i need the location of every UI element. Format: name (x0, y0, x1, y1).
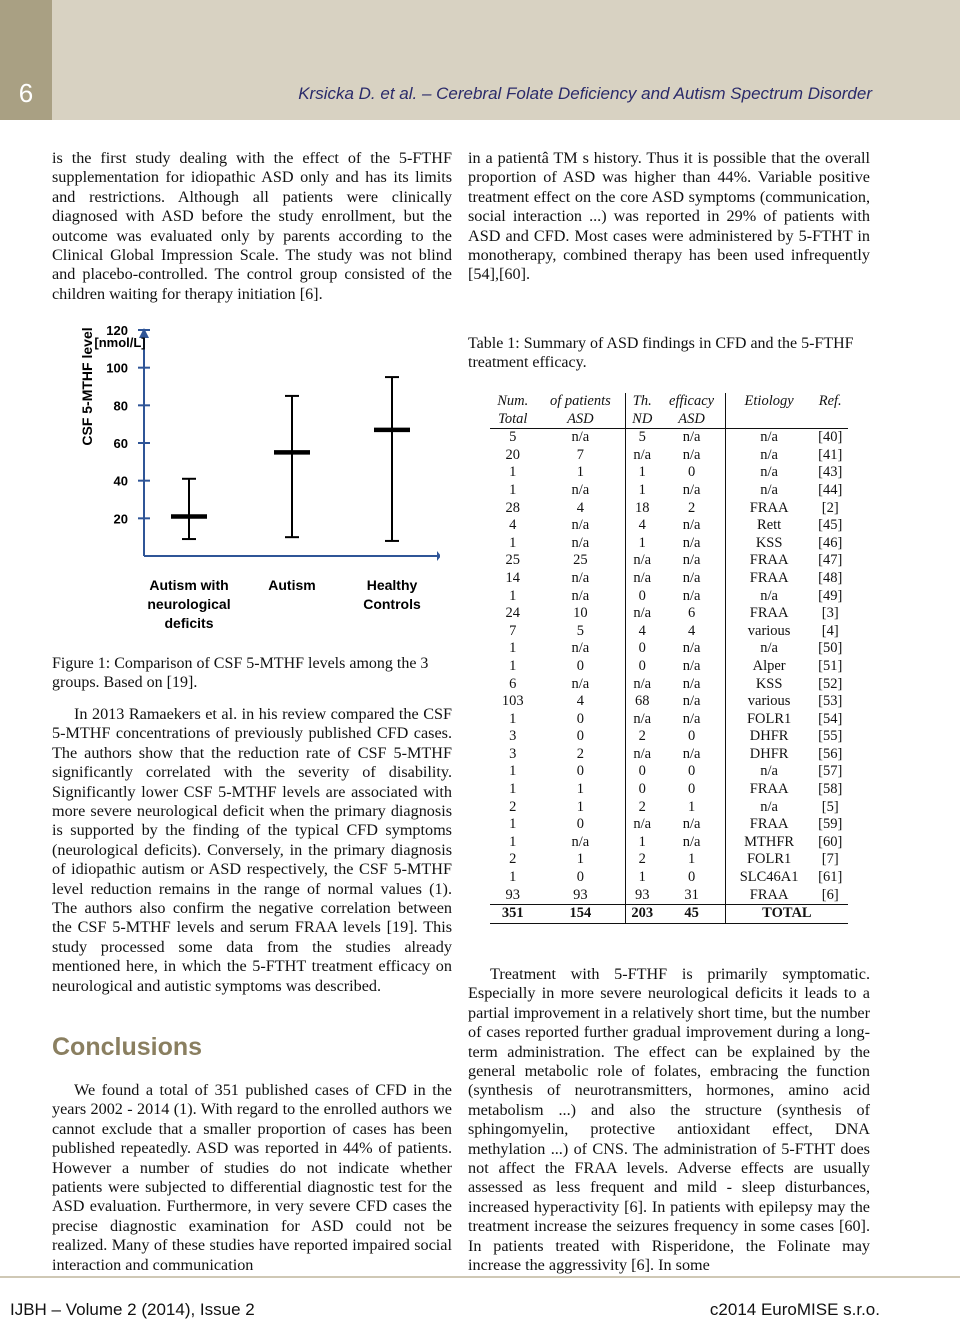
table-cell: 2 (687, 499, 696, 516)
table-cell: DHFR (725, 746, 812, 764)
table-cell: 0 (687, 869, 696, 886)
table-cell: 3 (509, 745, 517, 762)
left-intro-paragraph: is the first study dealing with the effect of the 5-FTHF supplementation for idiopathic ASD only and has its limits and restrictions. Although all patients were clinically diagnosed with ASD before the study enrollment, but the outcome was evaluated only by parents according to the Clinical Global Impression Scale. The study was not blind and placebo-controlled. The control group consisted of the children waiting for therapy initiation [6]. (52, 149, 452, 303)
table-cell: [57] (818, 763, 843, 780)
table-cell: n/a (682, 587, 701, 604)
table-cell: Etiology (725, 393, 812, 411)
table-cell: FRAA (725, 816, 812, 834)
table-row (490, 711, 848, 729)
table-cell: of patients (549, 393, 611, 409)
table-cell: 1 (626, 535, 659, 553)
page-number: 6 (18, 78, 34, 108)
table-cell: 103 (501, 693, 524, 710)
table-cell: n/a (682, 693, 701, 710)
table-cell: 0 (576, 710, 584, 727)
table-cell: 4 (626, 623, 659, 641)
table-cell: efficacy (669, 393, 715, 409)
table-row (490, 605, 848, 623)
category-label: deficits (164, 615, 214, 631)
table-cell: 20 (505, 446, 521, 463)
table-cell: 2 (576, 745, 584, 762)
table-cell: n/a (682, 640, 701, 657)
table-row (490, 535, 848, 553)
table-cell: KSS (725, 535, 812, 553)
table-cell: 4 (576, 693, 584, 710)
table-cell: 1 (509, 640, 517, 657)
table-cell: 1 (509, 781, 517, 798)
table-total-cell: 154 (536, 905, 626, 924)
table-cell: 1 (687, 851, 696, 868)
table-cell: [51] (818, 657, 843, 674)
table-row (490, 676, 848, 694)
table-cell: n/a (682, 552, 701, 569)
table-cell: FRAA (725, 552, 812, 570)
table-cell: 0 (576, 816, 584, 833)
table-cell: 1 (626, 464, 659, 482)
table-row (490, 799, 848, 817)
table-cell: FRAA (725, 887, 812, 905)
table-cell: 93 (505, 886, 521, 903)
table-row (490, 851, 848, 869)
table-row (490, 816, 848, 834)
table-cell: 0 (626, 640, 659, 658)
table-cell: n/a (571, 587, 590, 604)
table-cell: n/a (571, 517, 590, 534)
table-cell: n/a (571, 640, 590, 657)
table-cell: 4 (576, 499, 584, 516)
table-row (490, 588, 848, 606)
table-cell: n/a (682, 710, 701, 727)
table-cell: [53] (818, 693, 843, 710)
table-cell: 6 (509, 675, 517, 692)
table-cell: 0 (687, 728, 696, 745)
table-cell: [58] (818, 781, 843, 798)
table-cell: 1 (509, 587, 517, 604)
table-cell: [45] (818, 517, 843, 534)
table-cell: n/a (725, 763, 812, 781)
table-total-cell: 203 (626, 905, 659, 924)
table-cell: FRAA (725, 605, 812, 623)
table-row (490, 464, 848, 482)
table-cell: 6 (687, 605, 696, 622)
table-cell: FRAA (725, 781, 812, 799)
table-cell: n/a (682, 833, 701, 850)
table-cell: FOLR1 (725, 711, 812, 729)
table-cell: Th. (626, 393, 659, 411)
table-cell: SLC46A1 (725, 869, 812, 887)
table-cell: [55] (818, 728, 843, 745)
table-cell: n/a (725, 464, 812, 482)
table-cell: Rett (725, 517, 812, 535)
y-tick-label: 80 (113, 398, 128, 414)
table-cell: 2 (626, 728, 659, 746)
y-tick-label: 120 (106, 323, 128, 338)
footer-copyright: c2014 EuroMISE s.r.o. (709, 1300, 880, 1319)
table-cell: 1 (509, 869, 517, 886)
table-cell: various (725, 693, 812, 711)
category-label: Autism with (149, 577, 229, 593)
table-cell: [52] (818, 675, 843, 692)
table-cell: FRAA (725, 570, 812, 588)
table-cell: [49] (818, 587, 843, 604)
table-cell: [60] (818, 833, 843, 850)
page-header (0, 0, 960, 120)
right-intro-paragraph: in a patientâ TM s history. Thus it is possible that the overall proportion of ASD was higher than 44%. Variable positive treatment effect on the core ASD symptoms (communication, social interaction ...) was reported in 29% of patients with ASD and CFD. Most cases were administered by 5-FTHT in monotherapy, combined therapy has been used infrequently [54],[60]. (468, 149, 870, 284)
table-cell: ASD (567, 410, 594, 427)
table-row (490, 552, 848, 570)
table-cell: n/a (682, 446, 701, 463)
table-cell: [3] (821, 605, 839, 622)
table-cell: [2] (821, 499, 839, 516)
x-axis-arrow (437, 551, 440, 561)
table-cell: n/a (682, 534, 701, 551)
conclusions-paragraph: We found a total of 351 published cases of CFD in the years 2002 - 2014 (1). With regard to the enrolled authors we cannot exclude that a smaller proportion of cases has been published repeatedly. ASD was reported in 44% of patients. However a number of studies do not indicate whether patients were subjected to differential diagnostic test for the ASD evaluation. Furthermore, in very severe CFD cases the precise diagnostic examination for ASD could not be realized. Many of these studies have reported impaired social interaction and communication (52, 1081, 452, 1274)
table-total-row (490, 905, 848, 924)
table-cell: 0 (576, 869, 584, 886)
table-cell: [44] (818, 481, 843, 498)
chart-labels (79, 323, 421, 631)
table-row (490, 834, 848, 852)
table-cell: 1 (509, 833, 517, 850)
table-cell: 1 (509, 481, 517, 498)
table-row (490, 693, 848, 711)
table-cell: n/a (725, 447, 812, 465)
table-row (490, 500, 848, 518)
y-tick-label: 40 (113, 473, 128, 489)
footer-journal: IJBH – Volume 2 (2014), Issue 2 (10, 1300, 255, 1319)
table-cell: n/a (725, 588, 812, 606)
table-cell: 0 (576, 657, 584, 674)
table-cell: 2 (509, 851, 517, 868)
table-cell: n/a (626, 552, 659, 570)
table-cell: [4] (821, 622, 839, 639)
category-label: Controls (363, 596, 421, 612)
table-cell: 5 (490, 429, 536, 447)
category-label: Autism (268, 577, 316, 593)
table-cell: [6] (821, 886, 839, 903)
table-cell: n/a (626, 447, 659, 465)
table-row (490, 517, 848, 535)
table-cell: 1 (576, 781, 584, 798)
table-cell: 0 (687, 464, 696, 481)
table-row (490, 869, 848, 887)
conclusions-heading: Conclusions (52, 1033, 203, 1061)
table-cell: n/a (682, 745, 701, 762)
category-label: neurological (147, 596, 231, 612)
table-cell: n/a (626, 711, 659, 729)
table-cell: ND (626, 411, 659, 429)
table-cell: n/a (626, 570, 659, 588)
y-axis-title: CSF 5-MTHF level (79, 327, 95, 446)
table-cell: 2 (626, 799, 659, 817)
table-row (490, 781, 848, 799)
table-cell: n/a (725, 429, 812, 447)
table-cell: [56] (818, 745, 843, 762)
table-cell: ASD (678, 410, 705, 427)
table-total-cell: TOTAL (725, 905, 848, 924)
table-total-cell: 351 (490, 905, 536, 924)
table-cell: [48] (818, 569, 843, 586)
table-cell: n/a (682, 569, 701, 586)
chart-axes (138, 328, 440, 561)
table-cell (725, 411, 812, 429)
table-cell: 1 (509, 710, 517, 727)
table-cell: 68 (626, 693, 659, 711)
table-cell: [5] (821, 798, 839, 815)
table-cell: n/a (571, 569, 590, 586)
table-cell: 1 (509, 657, 517, 674)
table-total-cell: 45 (658, 905, 725, 924)
table-cell: 2 (509, 798, 517, 815)
table-cell: 1 (576, 798, 584, 815)
table-cell: 0 (626, 658, 659, 676)
table-cell: n/a (725, 799, 812, 817)
table-cell: 5 (626, 429, 659, 447)
table-cell: 25 (505, 552, 521, 569)
table-cell: DHFR (725, 728, 812, 746)
right-body-paragraph: Treatment with 5-FTHF is primarily symptomatic. Especially in more severe neurological deficits it leads to a partial improvement in a relatively short time, but the number of cases reported further gradual improvement during a long-term administration. The effect can be explained by the general metabolic role of folates, embracing the function (synthesis of neurotransmitters, hormones, amino acid metabolism ...) and also the structure (synthesis of sphingomyelin, protective antioxidant effect, DNA methylation ...) of CNS. The administration of 5-FTHT does not affect the FRAA levels. Adverse effects are usually assessed as less frequent and mild - sleep disturbances, increased hyperactivity [6]. In patients with epilepsy may the treatment increase the seizures frequency in some cases [60]. In patients treated with Risperidone, the Folinate may increase the aggressivity [6]. In some (468, 965, 870, 1275)
table-caption: Table 1: Summary of ASD findings in CFD and the 5-FTHF treatment efficacy. (468, 335, 854, 371)
table-cell: 28 (505, 499, 521, 516)
table-cell: 18 (626, 500, 659, 518)
left-body-paragraph: In 2013 Ramaekers et al. in his review compared the CSF 5-MTHF concentrations of previously published CFD cases. The authors show that the reduction rate of CSF 5-MTHF significantly correlated with the severity of disability. Significantly lower CSF 5-MTHF levels are associated with more severe neurological deficit when the primary diagnosis is supported by the finding of the typical CFD symptoms (neurological deficits). Conversely, in the primary diagnosis of idiopathic autism or ASD respectively, the CSF 5-MTHF level reduction remains in the range of normal values (1). The authors also confirm the negative correlation between the CSF 5-MTHF levels and serum FRAA levels [19]. This study processed some data from the studies already mentioned here, in which the 5-FTHT treatment efficacy on neurological and autistic symptoms was described. (52, 705, 452, 995)
figure-caption: Figure 1: Comparison of CSF 5-MTHF levels among the 3 groups. Based on [19]. (52, 655, 429, 691)
table-cell: Ref. (818, 393, 842, 409)
table-cell: [43] (818, 464, 843, 481)
table-row (490, 728, 848, 746)
table-cell: Total (498, 410, 528, 427)
table-cell: 10 (573, 605, 588, 622)
table-cell: 0 (687, 763, 696, 780)
table-cell: 0 (626, 781, 659, 799)
table-cell: n/a (571, 534, 590, 551)
table-row (490, 763, 848, 781)
table-cell: [61] (818, 869, 843, 886)
table-cell: n/a (571, 481, 590, 498)
table-cell: 2 (626, 851, 659, 869)
running-title: Krsicka D. et al. – Cerebral Folate Deficiency and Autism Spectrum Disorder (298, 84, 872, 103)
table-cell: n/a (725, 482, 812, 500)
table-cell: [50] (818, 640, 843, 657)
unit-label: [nmol/L] (94, 335, 146, 350)
table-cell: 3 (509, 728, 517, 745)
y-tick-label: 20 (113, 511, 128, 527)
table-cell: 1 (626, 869, 659, 887)
summary-table (490, 393, 848, 924)
table-row (490, 570, 848, 588)
table-cell: 1 (626, 834, 659, 852)
table-cell: FOLR1 (725, 851, 812, 869)
table-cell: n/a (626, 676, 659, 694)
table-cell: 7 (509, 622, 517, 639)
table-row (490, 640, 848, 658)
table-cell: 0 (626, 763, 659, 781)
table-cell: 25 (573, 552, 588, 569)
table-cell: [46] (818, 534, 843, 551)
table-cell: 1 (509, 534, 517, 551)
table-cell: MTHFR (725, 834, 812, 852)
table-row (490, 658, 848, 676)
category-label: Healthy (366, 577, 418, 593)
table-row (490, 746, 848, 764)
table-cell: n/a (536, 429, 626, 447)
table-row (490, 447, 848, 465)
page-number-box (0, 0, 52, 120)
y-tick-label: 60 (113, 436, 128, 451)
table-cell: KSS (725, 676, 812, 694)
table-cell: 31 (684, 886, 699, 903)
table-header-row (490, 393, 848, 411)
table-cell: n/a (682, 481, 701, 498)
table-cell: 1 (576, 464, 584, 481)
table-cell: [59] (818, 816, 843, 833)
table-row (490, 429, 848, 447)
table-cell: n/a (571, 833, 590, 850)
table-cell: n/a (658, 429, 725, 447)
table-cell: n/a (682, 816, 701, 833)
table-cell: various (725, 623, 812, 641)
figure-1 (52, 320, 440, 636)
chart-svg (52, 320, 440, 636)
table-cell: FRAA (725, 500, 812, 518)
table-cell: 4 (687, 622, 696, 639)
table-cell: 93 (573, 886, 588, 903)
table-cell: n/a (682, 517, 701, 534)
table-cell: 24 (505, 605, 521, 622)
footer-rule (0, 1276, 960, 1278)
table-row (490, 482, 848, 500)
table-cell: 93 (626, 887, 659, 905)
table-cell: 0 (576, 728, 584, 745)
table-cell: 1 (687, 798, 696, 815)
table-cell: 1 (509, 464, 517, 481)
chart-marks (171, 377, 410, 541)
table-cell: [40] (812, 429, 848, 447)
table-cell: 0 (687, 781, 696, 798)
table-cell: 1 (509, 763, 517, 780)
table-cell: 0 (576, 763, 584, 780)
table-row (490, 887, 848, 905)
table-cell: Num. (497, 393, 529, 409)
table-cell (812, 411, 848, 429)
y-tick-label: 100 (106, 360, 128, 376)
table-cell: 4 (626, 517, 659, 535)
table-cell: 1 (509, 816, 517, 833)
table-cell: n/a (682, 675, 701, 692)
table-cell: n/a (725, 640, 812, 658)
table-row (490, 623, 848, 641)
table-cell: 0 (626, 588, 659, 606)
table-cell: 5 (576, 622, 584, 639)
table-cell: 4 (509, 517, 517, 534)
table-cell: 14 (505, 569, 521, 586)
table-cell: 1 (626, 482, 659, 500)
table-cell: n/a (682, 657, 701, 674)
table-cell: [54] (818, 710, 843, 727)
table-cell: [47] (818, 552, 843, 569)
table-cell: n/a (626, 605, 659, 623)
table-cell: Alper (725, 658, 812, 676)
table-cell: 1 (576, 851, 584, 868)
table-cell: 7 (576, 446, 584, 463)
table-cell: [7] (821, 851, 839, 868)
table-cell: n/a (626, 816, 659, 834)
table-cell: [41] (818, 446, 843, 463)
table-cell: n/a (571, 675, 590, 692)
table-cell: n/a (626, 746, 659, 764)
table-subheader-row (490, 411, 848, 429)
